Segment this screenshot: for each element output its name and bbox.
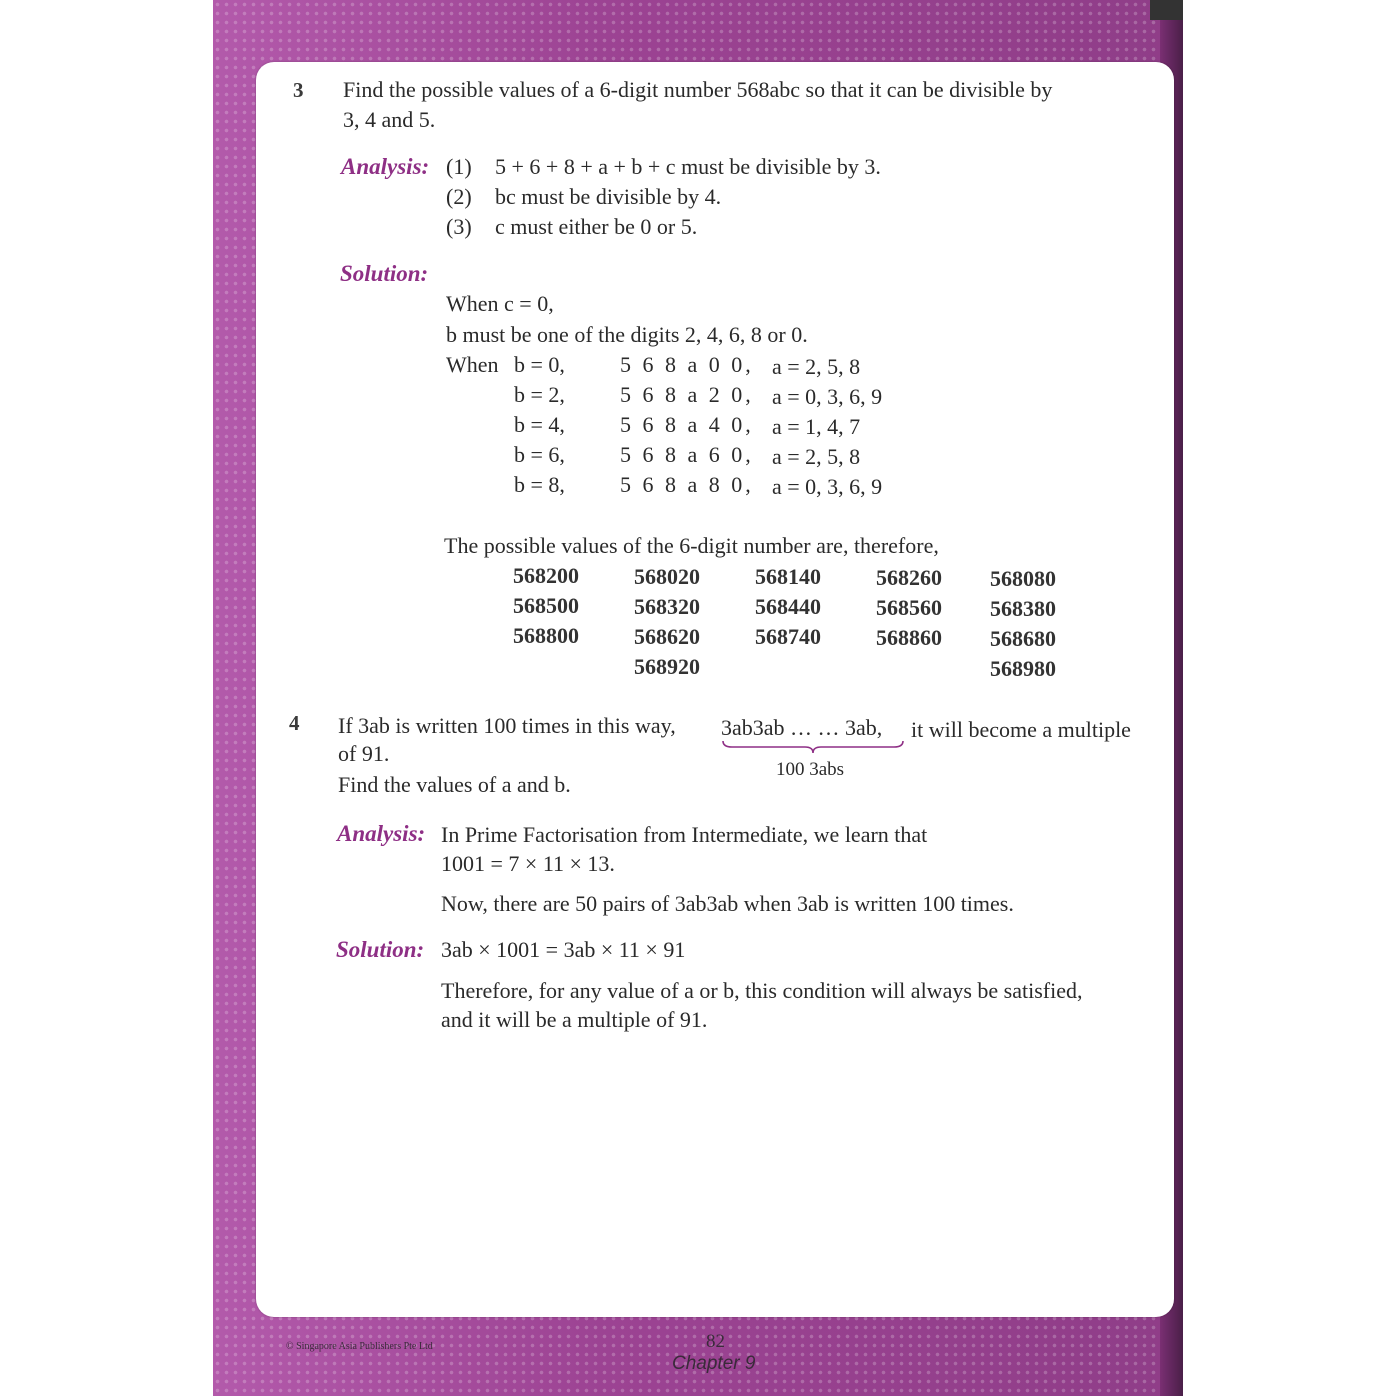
- page-corner-shadow: [1150, 0, 1183, 20]
- q3-therefore: The possible values of the 6-digit number are, therefore,: [444, 533, 939, 558]
- q3-value: 568620: [634, 624, 700, 649]
- q3-analysis-item-1-text: 5 + 6 + 8 + a + b + c must be divisible by 3.: [495, 154, 881, 179]
- q3-value: 568680: [990, 626, 1056, 651]
- question-4-number: 4: [289, 711, 300, 735]
- q3-value: 568740: [755, 624, 821, 649]
- q3-value: 568200: [513, 563, 579, 588]
- q3-row-3-b: b = 4,: [514, 412, 565, 437]
- question-4-text-b: it will become a multiple: [911, 717, 1131, 742]
- q3-row-4-b: b = 6,: [514, 442, 565, 467]
- q3-when-c: When c = 0,: [446, 291, 554, 316]
- q3-value: 568920: [634, 654, 700, 679]
- q3-analysis-item-3-text: c must either be 0 or 5.: [495, 214, 698, 239]
- q3-value: 568500: [513, 593, 579, 618]
- q3-analysis-item-1-num: (1): [446, 154, 472, 179]
- question-3-text-line1: Find the possible values of a 6-digit number 568abc so that it can be divisible by: [343, 77, 1053, 102]
- question-3-text-line2: 3, 4 and 5.: [343, 107, 436, 132]
- question-4-text-line2: of 91.: [338, 741, 390, 766]
- q3-value: 568140: [755, 564, 821, 589]
- q3-when-prefix: When: [446, 352, 499, 377]
- brace-icon: [722, 740, 904, 754]
- q3-value: 568440: [755, 594, 821, 619]
- q3-row-2-a: a = 0, 3, 6, 9: [772, 384, 883, 409]
- q3-row-5-num: 5 6 8 a 8 0,: [620, 472, 754, 497]
- question-3-number: 3: [293, 78, 304, 102]
- q3-row-4-a: a = 2, 5, 8: [772, 444, 861, 469]
- q3-row-1-b: b = 0,: [514, 352, 565, 377]
- q3-row-3-num: 5 6 8 a 4 0,: [620, 412, 754, 437]
- q4-analysis-label: Analysis:: [337, 821, 426, 846]
- q4-analysis-line2: 1001 = 7 × 11 × 13.: [441, 851, 615, 876]
- question-4-text-line3: Find the values of a and b.: [338, 772, 571, 797]
- q3-row-1-num: 5 6 8 a 0 0,: [620, 352, 754, 377]
- q4-solution-line3: and it will be a multiple of 91.: [441, 1007, 708, 1032]
- q3-b-digits: b must be one of the digits 2, 4, 6, 8 or 0.: [446, 322, 808, 347]
- q4-solution-line2: Therefore, for any value of a or b, this condition will always be satisfied,: [441, 978, 1083, 1003]
- q3-analysis-item-2-text: bc must be divisible by 4.: [495, 184, 722, 209]
- chapter-label: Chapter 9: [672, 1353, 756, 1374]
- q4-solution-line1: 3ab × 1001 = 3ab × 11 × 91: [441, 937, 686, 962]
- q3-value: 568980: [990, 656, 1056, 681]
- q3-value: 568800: [513, 623, 579, 648]
- q3-analysis-item-3-num: (3): [446, 214, 472, 239]
- q4-analysis-line1: In Prime Factorisation from Intermediate, we learn that: [441, 822, 928, 847]
- q3-value: 568020: [634, 564, 700, 589]
- brace-label: 100 3abs: [776, 759, 845, 780]
- content-panel: [256, 62, 1174, 1317]
- q3-analysis-item-2-num: (2): [446, 184, 472, 209]
- q3-row-5-b: b = 8,: [514, 472, 565, 497]
- q3-solution-label: Solution:: [340, 261, 429, 286]
- q3-value: 568380: [990, 596, 1056, 621]
- q4-solution-label: Solution:: [336, 937, 425, 962]
- question-4-pattern: 3ab3ab … … 3ab,: [721, 715, 883, 740]
- q3-row-2-num: 5 6 8 a 2 0,: [620, 382, 754, 407]
- q3-row-5-a: a = 0, 3, 6, 9: [772, 474, 883, 499]
- q3-analysis-label: Analysis:: [341, 154, 430, 179]
- q3-value: 568560: [876, 595, 942, 620]
- q3-value: 568320: [634, 594, 700, 619]
- q3-value: 568260: [876, 565, 942, 590]
- q3-value: 568080: [990, 566, 1056, 591]
- q3-value: 568860: [876, 625, 942, 650]
- q3-row-3-a: a = 1, 4, 7: [772, 414, 861, 439]
- q3-row-4-num: 5 6 8 a 6 0,: [620, 442, 754, 467]
- copyright-notice: © Singapore Asia Publishers Pte Ltd: [286, 1341, 433, 1352]
- q3-row-2-b: b = 2,: [514, 382, 565, 407]
- q3-row-1-a: a = 2, 5, 8: [772, 354, 861, 379]
- page-number: 82: [706, 1331, 725, 1352]
- question-4-text-a: If 3ab is written 100 times in this way,: [338, 713, 676, 738]
- q4-analysis-line3: Now, there are 50 pairs of 3ab3ab when 3ab is written 100 times.: [441, 891, 1014, 916]
